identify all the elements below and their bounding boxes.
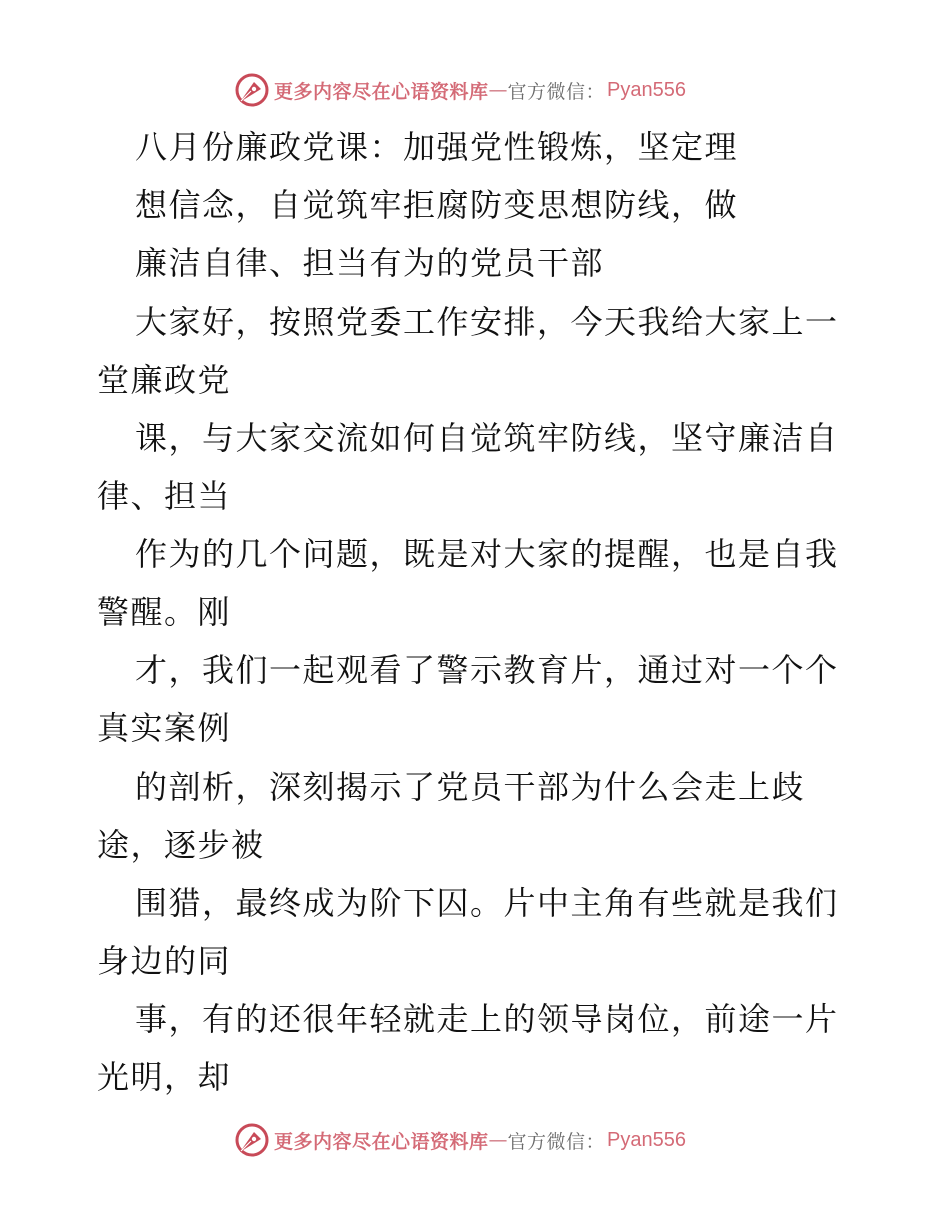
- watermark-main-text: 更多内容尽在心语资料库: [274, 80, 489, 103]
- body-line: 才，我们一起观看了警示教育片，通过对一个个: [135, 651, 839, 689]
- body-line: 律、担当: [97, 477, 232, 515]
- body-line: 围猎，最终成为阶下囚。片中主角有些就是我们: [135, 884, 839, 922]
- watermark-main-text: 更多内容尽在心语资料库: [274, 1130, 489, 1153]
- watermark-dash: —: [488, 79, 508, 101]
- watermark-wechat-id: Pyan556: [607, 78, 686, 101]
- body-line: 的剖析，深刻揭示了党员干部为什么会走上歧: [135, 768, 806, 806]
- pen-nib-logo-icon: [234, 72, 270, 108]
- body-line: 警醒。刚: [97, 593, 232, 631]
- body-line: 事，有的还很年轻就走上的领导岗位，前途一片: [135, 1000, 839, 1038]
- footer-watermark: [234, 1122, 686, 1158]
- title-line: 八月份廉政党课：加强党性锻炼，坚定理: [135, 128, 739, 166]
- watermark-dash: —: [488, 1129, 508, 1151]
- body-line: 途，逐步被: [97, 826, 265, 864]
- body-line: 作为的几个问题，既是对大家的提醒，也是自我: [135, 535, 839, 573]
- header-watermark: [234, 72, 686, 108]
- title-line: 廉洁自律、担当有为的党员干部: [135, 244, 605, 282]
- body-line: 大家好，按照党委工作安排，今天我给大家上一: [135, 303, 839, 341]
- body-line: 身边的同: [97, 942, 232, 980]
- body-line: 真实案例: [97, 709, 232, 747]
- body-line: 课，与大家交流如何自觉筑牢防线，坚守廉洁自: [135, 419, 839, 457]
- body-line: 堂廉政党: [97, 361, 232, 399]
- body-line: 光明，却: [97, 1058, 232, 1096]
- watermark-official-label: 官方微信：: [507, 1130, 606, 1153]
- watermark-wechat-id: Pyan556: [607, 1128, 686, 1151]
- pen-nib-logo-icon: [234, 1122, 270, 1158]
- title-line: 想信念，自觉筑牢拒腐防变思想防线，做: [135, 186, 739, 224]
- watermark-official-label: 官方微信：: [507, 80, 606, 103]
